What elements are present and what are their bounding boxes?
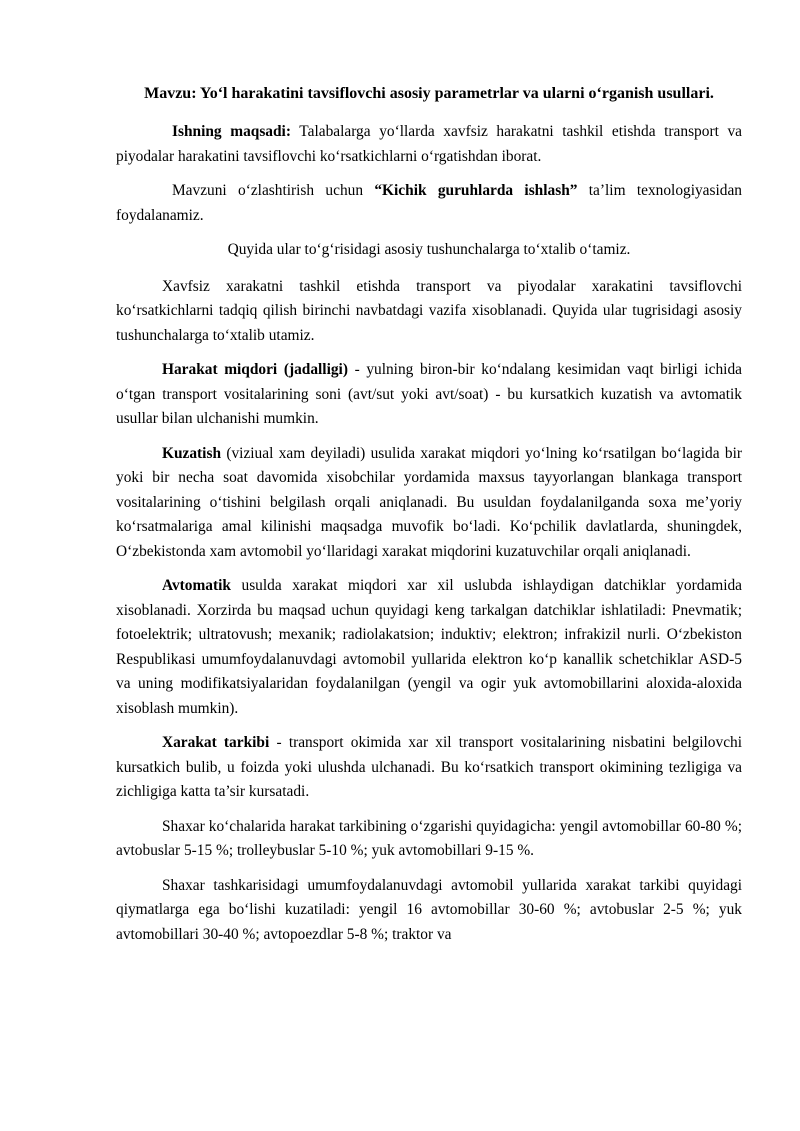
- observation-term: Kuzatish: [162, 444, 222, 462]
- automatic-term: Avtomatik: [162, 577, 231, 594]
- method-text-after: ta’lim texnologiyasidan foydalanamiz.: [116, 182, 743, 224]
- traffic-volume-text: - yulning biron-bir ko‘ndalang kesimidan vaqt birligi ichida o‘tgan transport vositalarining soni (avt/sut yoki avt/soat) - bu kursatkich kuzatish va avtomatik usullar bilan ulchanishi mumkin.: [116, 361, 742, 427]
- paragraph-purpose: [116, 120, 742, 169]
- method-text-before: Mavzuni o‘zlashtirish uchun: [172, 182, 375, 199]
- paragraph-automatic: [116, 574, 742, 721]
- paragraph-traffic-volume: [116, 358, 742, 432]
- paragraph-observation: [116, 442, 742, 565]
- composition-term: Xarakat tarkibi: [162, 734, 270, 751]
- page-title: Mavzu: Yo‘l harakatini tavsiflovchi asosiy parametrlar va ularni o‘rganish usullari.: [144, 85, 714, 102]
- paragraph-safety: Xavfsiz xarakatni tashkil etishda transport va piyodalar xarakatini tavsiflovchi ko‘rsatkichlarni tadqiq qilish birinchi navbatdagi vazifa xisoblanadi. Quyida ular tugrisidagi asosiy tushunchalarga to‘xtalib utamiz.: [116, 277, 742, 344]
- paragraph-intro: Quyida ular to‘g‘risidagi asosiy tushunchalarga to‘xtalib o‘tamiz.: [227, 241, 631, 258]
- traffic-volume-term: Harakat miqdori (jadalligi): [162, 361, 348, 378]
- observation-text: (viziual xam deyiladi) usulida xarakat miqdori yo‘lning ko‘rsatilgan bo‘lagida bir yoki bir necha soat davomida xisobchilar yordamida maxsus tayyorlangan blankaga transport vositalarining o‘tishini belgilash orqali aniqlanadi. Bu usuldan foydalanilganda soxa me’yoriy ko‘rsatmalariga amal kilinishi maqsadga muvofik bo‘ladi. Ko‘pchilik davlatlarda, shuningdek, O‘zbekistonda xam avtomobil yo‘llaridagi xarakat miqdorini kuzatuvchilar orqali aniqlanadi.: [116, 444, 742, 560]
- document-body: [116, 82, 742, 957]
- paragraph-composition: [116, 731, 742, 805]
- paragraph-method: [116, 179, 742, 228]
- purpose-label: Ishning maqsadi:: [172, 123, 291, 140]
- automatic-text: usulda xarakat miqdori xar xil uslubda ishlaydigan datchiklar yordamida xisoblanadi. Xorzirda bu maqsad uchun quyidagi keng tarkalgan datchiklar ishlatiladi: Pnevmatik; fotoelektrik; ultratovush; mexanik; radiolakatsion; induktiv; elektron; infrakizil nurli. O‘zbekiston Respublikasi umumfoydalanuvdagi avtomobil yullarida elektron ko‘p kanallik schetchiklar ASD-5 va uning modifikatsiyalaridan foydalanilgan (yengil va ogir yuk avtomobillarini aloxida-aloxida xisoblash mumkin).: [116, 577, 742, 717]
- paragraph-city-composition: Shaxar ko‘chalarida harakat tarkibining o‘zgarishi quyidagicha: yengil avtomobillar 60-80 %; avtobuslar 5-15 %; trolleybuslar 5-10 %; yuk avtomobillari 9-15 %.: [116, 817, 742, 859]
- composition-text: - transport okimida xar xil transport vositalarining nisbatini belgilovchi kursatkich bulib, u foizda yoki ulushda ulchanadi. Bu ko‘rsatkich transport okimining tezligiga va zichligiga katta ta’sir kursatadi.: [116, 734, 742, 800]
- paragraph-suburban-composition: Shaxar tashkarisidagi umumfoydalanuvdagi avtomobil yullarida xarakat tarkibi quyidagi qiymatlarga ega bo‘lishi kuzatiladi: yengil 16 avtomobillar 30-60 %; avtobuslar 2-5 %; yuk avtomobillari 30-40 %; avtopoezdlar 5-8 %; traktor va: [116, 876, 742, 943]
- method-technology: “Kichik guruhlarda ishlash”: [374, 182, 578, 199]
- purpose-text: Talabalarga yo‘llarda xavfsiz harakatni tashkil etishda transport va piyodalar harakatini tavsiflovchi ko‘rsatkichlarni o‘rgatishdan iborat.: [116, 123, 742, 165]
